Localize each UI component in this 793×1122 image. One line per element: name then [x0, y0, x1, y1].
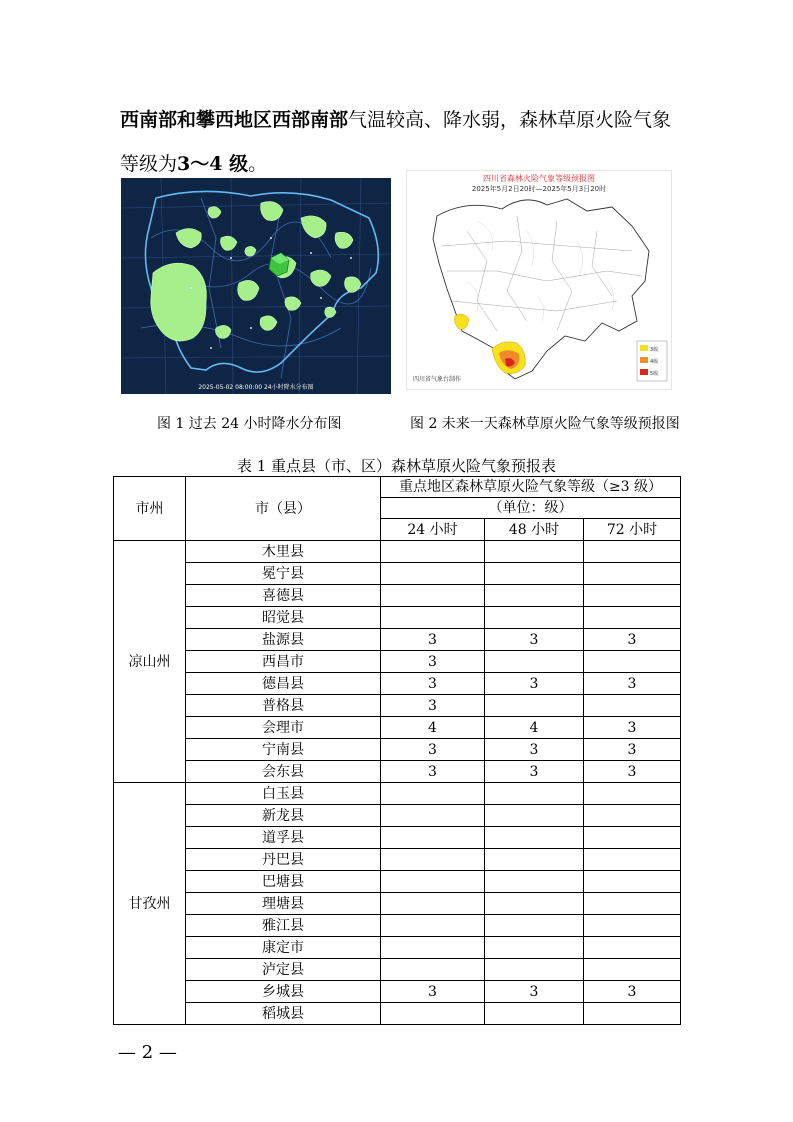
level-72h-cell: [584, 783, 681, 805]
level-24h-cell: [381, 563, 485, 585]
precipitation-map: [121, 178, 391, 394]
county-cell: 稻城县: [186, 1003, 381, 1025]
table-row: [114, 783, 681, 805]
table-row: [114, 717, 681, 739]
level-48h-cell: [485, 827, 584, 849]
level-72h-cell: 3: [584, 717, 681, 739]
table-row: [114, 585, 681, 607]
level-72h-cell: [584, 893, 681, 915]
table-row: [114, 761, 681, 783]
level-72h-cell: 3: [584, 629, 681, 651]
level-48h-cell: [485, 915, 584, 937]
table-row: [114, 629, 681, 651]
county-cell: 道孚县: [186, 827, 381, 849]
forecast-map-graphic: [407, 171, 671, 389]
table-row: [114, 849, 681, 871]
level-48h-cell: 3: [485, 629, 584, 651]
level-48h-cell: [485, 893, 584, 915]
level-48h-cell: [485, 563, 584, 585]
level-72h-cell: [584, 871, 681, 893]
level-48h-cell: [485, 937, 584, 959]
level-24h-cell: [381, 871, 485, 893]
level-72h-cell: 3: [584, 739, 681, 761]
level-48h-cell: [485, 849, 584, 871]
county-cell: 巴塘县: [186, 871, 381, 893]
level-72h-cell: [584, 849, 681, 871]
level-48h-cell: 3: [485, 761, 584, 783]
level-24h-cell: [381, 937, 485, 959]
level-24h-cell: [381, 805, 485, 827]
table-row: [114, 893, 681, 915]
header-48h: 48 小时: [485, 519, 584, 541]
level-24h-cell: [381, 783, 485, 805]
county-cell: 宁南县: [186, 739, 381, 761]
precipitation-map-graphic: [121, 178, 391, 394]
legend-swatch-level-4: [640, 357, 648, 363]
level-48h-cell: [485, 585, 584, 607]
level-72h-cell: [584, 959, 681, 981]
level-72h-cell: [584, 607, 681, 629]
table-header-row: [114, 477, 681, 498]
legend-label-level-5: 5级: [650, 371, 659, 377]
level-48h-cell: 3: [485, 981, 584, 1003]
table-row: [114, 607, 681, 629]
level-24h-cell: [381, 827, 485, 849]
county-cell: 盐源县: [186, 629, 381, 651]
county-cell: 西昌市: [186, 651, 381, 673]
level-24h-cell: [381, 849, 485, 871]
table-row: [114, 563, 681, 585]
level-72h-cell: 3: [584, 673, 681, 695]
header-prefecture: 市州: [114, 477, 186, 541]
table-row: [114, 915, 681, 937]
header-group-line2: （单位：级）: [381, 498, 681, 519]
table-row: [114, 695, 681, 717]
level-72h-cell: 3: [584, 761, 681, 783]
level-72h-cell: [584, 695, 681, 717]
county-cell: 康定市: [186, 937, 381, 959]
level-72h-cell: [584, 651, 681, 673]
county-cell: 雅江县: [186, 915, 381, 937]
table-row: [114, 871, 681, 893]
county-cell: 乡城县: [186, 981, 381, 1003]
legend-label-level-3: 3级: [650, 347, 659, 353]
level-24h-cell: [381, 585, 485, 607]
level-48h-cell: [485, 959, 584, 981]
county-cell: 新龙县: [186, 805, 381, 827]
county-cell: 喜德县: [186, 585, 381, 607]
forecast-legend: [637, 341, 667, 381]
level-72h-cell: [584, 915, 681, 937]
level-72h-cell: [584, 937, 681, 959]
header-group-line1: 重点地区森林草原火险气象等级（≥3 级）: [381, 477, 681, 498]
level-72h-cell: [584, 1003, 681, 1025]
paragraph-text: 气温较高、降水弱，森林草原火险气象等级为: [120, 109, 672, 175]
figure1-caption: 图 1 过去 24 小时降水分布图: [157, 416, 342, 432]
level-72h-cell: [584, 563, 681, 585]
level-72h-cell: 3: [584, 981, 681, 1003]
level-48h-cell: 4: [485, 717, 584, 739]
county-cell: 泸定县: [186, 959, 381, 981]
bold-level-text: 3～4 级: [177, 153, 249, 175]
level-24h-cell: 3: [381, 695, 485, 717]
level-48h-cell: [485, 541, 584, 563]
table-row: [114, 937, 681, 959]
paragraph-end: 。: [248, 153, 268, 175]
county-cell: 冕宁县: [186, 563, 381, 585]
forecast-map-title: 四川省森林火险气象等级预报图: [483, 174, 595, 183]
level-48h-cell: [485, 1003, 584, 1025]
level-24h-cell: [381, 541, 485, 563]
level-24h-cell: 3: [381, 739, 485, 761]
page-number: — 2 —: [118, 1042, 177, 1063]
level-24h-cell: 3: [381, 761, 485, 783]
table-row: [114, 981, 681, 1003]
level-72h-cell: [584, 541, 681, 563]
table-row: [114, 541, 681, 563]
table-row: [114, 651, 681, 673]
county-cell: 会理市: [186, 717, 381, 739]
header-72h: 72 小时: [584, 519, 681, 541]
level-72h-cell: [584, 827, 681, 849]
table-row: [114, 673, 681, 695]
forecast-map-publisher: 四川省气象台制作: [413, 376, 462, 383]
level-72h-cell: [584, 585, 681, 607]
prefecture-cell: 凉山州: [114, 541, 186, 783]
county-cell: 会东县: [186, 761, 381, 783]
fire-danger-table: [113, 476, 681, 1025]
level-48h-cell: [485, 783, 584, 805]
legend-label-level-4: 4级: [650, 359, 659, 365]
county-cell: 木里县: [186, 541, 381, 563]
level-72h-cell: [584, 805, 681, 827]
fire-danger-forecast-map: [406, 170, 672, 390]
county-cell: 德昌县: [186, 673, 381, 695]
county-cell: 普格县: [186, 695, 381, 717]
table-row: [114, 827, 681, 849]
level-24h-cell: [381, 915, 485, 937]
level-24h-cell: 4: [381, 717, 485, 739]
county-cell: 丹巴县: [186, 849, 381, 871]
legend-swatch-level-3: [640, 345, 648, 351]
header-county: 市（县）: [186, 477, 381, 541]
table-row: [114, 805, 681, 827]
level-48h-cell: [485, 651, 584, 673]
level-48h-cell: [485, 871, 584, 893]
level-24h-cell: 3: [381, 673, 485, 695]
county-cell: 昭觉县: [186, 607, 381, 629]
level-48h-cell: [485, 695, 584, 717]
level-24h-cell: 3: [381, 629, 485, 651]
bold-region-text: 西南部和攀西地区西部南部: [120, 109, 349, 131]
precipitation-map-timestamp: 2025-05-02 08:00:00 24小时降水分布图: [198, 384, 314, 391]
level-24h-cell: [381, 1003, 485, 1025]
level-48h-cell: [485, 805, 584, 827]
level-24h-cell: [381, 893, 485, 915]
table-row: [114, 1003, 681, 1025]
legend-swatch-level-5: [640, 369, 648, 375]
table-title: 表 1 重点县（市、区）森林草原火险气象预报表: [236, 457, 557, 475]
level-24h-cell: [381, 607, 485, 629]
level-24h-cell: 3: [381, 981, 485, 1003]
header-24h: 24 小时: [381, 519, 485, 541]
level-24h-cell: 3: [381, 651, 485, 673]
forecast-map-subtitle: 2025年5月2日20时—2025年5月3日20时: [471, 185, 607, 193]
county-cell: 理塘县: [186, 893, 381, 915]
table-row: [114, 739, 681, 761]
county-cell: 白玉县: [186, 783, 381, 805]
figure2-caption: 图 2 未来一天森林草原火险气象等级预报图: [410, 416, 680, 432]
level-48h-cell: 3: [485, 739, 584, 761]
table-row: [114, 959, 681, 981]
prefecture-cell: 甘孜州: [114, 783, 186, 1025]
level-48h-cell: 3: [485, 673, 584, 695]
level-48h-cell: [485, 607, 584, 629]
level-24h-cell: [381, 959, 485, 981]
